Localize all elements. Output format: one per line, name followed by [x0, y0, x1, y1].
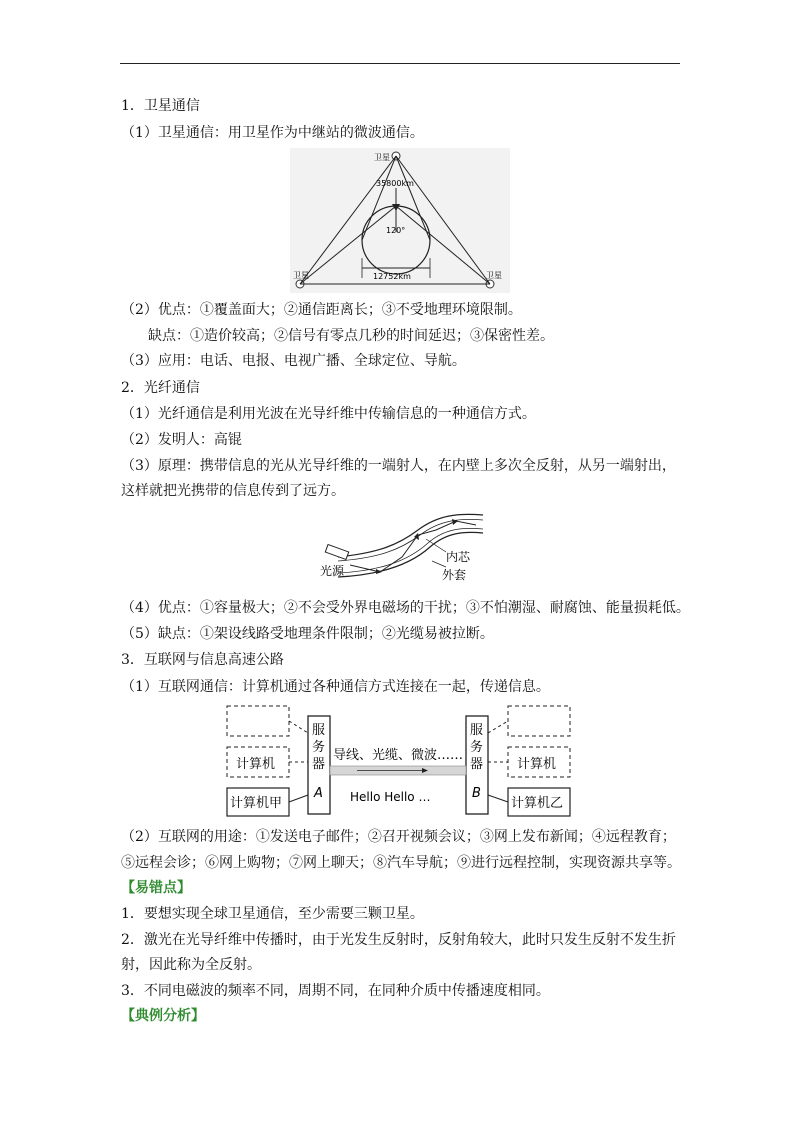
hello-label: Hello Hello …: [350, 790, 431, 804]
server-b-char-3: 器: [470, 757, 484, 772]
media-label: 导线、光缆、微波……: [333, 748, 464, 763]
light-source-label: 光源: [320, 564, 345, 578]
section-title-fiber: 2．光纤通信: [121, 380, 200, 396]
internet-definition: （1）互联网通信：计算机通过各种通信方式连接在一起，传递信息。: [121, 679, 550, 695]
angle-label: 120°: [386, 226, 406, 235]
error-point-3: 3．不同电磁波的频率不同，周期不同，在同种介质中传播速度相同。: [121, 983, 550, 999]
satellite-disadvantages: 缺点：①造价较高；②信号有零点几秒的时间延迟；③保密性差。: [148, 328, 554, 344]
computer-yi-label: 计算机乙: [511, 796, 564, 811]
fiber-inventor: （2）发明人：高锟: [121, 432, 242, 448]
light-source-icon: [325, 544, 348, 559]
internet-uses-line1: （2）互联网的用途：①发送电子邮件；②召开视频会议；③网上发布新闻；④远程教育；: [121, 829, 676, 845]
computer-jia-label: 计算机甲: [230, 796, 283, 811]
satellite-right-label: 卫星: [486, 271, 502, 280]
satellite-diagram: [290, 148, 510, 293]
computer-placeholder-right: [508, 706, 570, 736]
server-a-char-2: 务: [312, 740, 326, 755]
section-title-satellite: 1．卫星通信: [121, 98, 200, 114]
core-label: 内芯: [446, 550, 471, 564]
fiber-principle-line1: （3）原理：携带信息的光从光导纤维的一端射人，在内壁上多次全反射，从另一端射出，: [121, 458, 676, 474]
diameter-label: 12752km: [373, 272, 411, 281]
server-b-char-1: 服: [470, 723, 484, 738]
section-title-internet: 3．互联网与信息高速公路: [121, 652, 284, 668]
error-point-2-line1: 2．激光在光导纤维中传播时，由于光发生反射时，反射角较大，此时只发生反射不发生折: [121, 932, 676, 948]
fiber-disadvantages: （5）缺点：①架设线路受地理条件限制；②光缆易被拉断。: [121, 626, 494, 642]
satellite-advantages: （2）优点：①覆盖面大；②通信距离长；③不受地理环境限制。: [121, 302, 522, 318]
fiber-definition: （1）光纤通信是利用光波在光导纤维中传输信息的一种通信方式。: [121, 406, 536, 422]
error-points-heading: 【易错点】: [121, 880, 191, 896]
error-point-2-line2: 射，因此称为全反射。: [121, 957, 261, 973]
server-a-letter: A: [314, 786, 323, 801]
computer-placeholder-left: [227, 706, 289, 736]
satellite-top-label: 卫星: [374, 153, 390, 162]
fiber-principle-line2: 这样就把光携带的信息传到了远方。: [121, 483, 345, 499]
optical-fiber-diagram: [318, 505, 488, 590]
example-analysis-heading: 【典例分析】: [121, 1008, 205, 1024]
distance-label: 35800km: [376, 179, 414, 188]
satellite-left-label: 卫星: [293, 271, 309, 280]
fiber-advantages: （4）优点：①容量极大；②不会受外界电磁场的干扰；③不怕潮湿、耐腐蚀、能量损耗低。: [121, 600, 690, 616]
error-point-1: 1．要想实现全球卫星通信，至少需要三颗卫星。: [121, 906, 424, 922]
satellite-definition: （1）卫星通信：用卫星作为中继站的微波通信。: [121, 125, 424, 141]
computer-right-label: 计算机: [517, 757, 557, 772]
internet-diagram: [222, 703, 577, 820]
internet-uses-line2: ⑤远程会诊；⑥网上购物；⑦网上聊天；⑧汽车导航；⑨进行远程控制，实现资源共享等。: [121, 855, 681, 871]
server-a-char-1: 服: [312, 723, 326, 738]
header-rule: [120, 63, 680, 64]
sheath-label: 外套: [442, 568, 467, 582]
computer-left-label: 计算机: [236, 757, 276, 772]
server-b-letter: B: [472, 786, 481, 801]
server-b-char-2: 务: [470, 740, 484, 755]
satellite-applications: （3）应用：电话、电报、电视广播、全球定位、导航。: [121, 353, 466, 369]
server-a-char-3: 器: [312, 757, 326, 772]
